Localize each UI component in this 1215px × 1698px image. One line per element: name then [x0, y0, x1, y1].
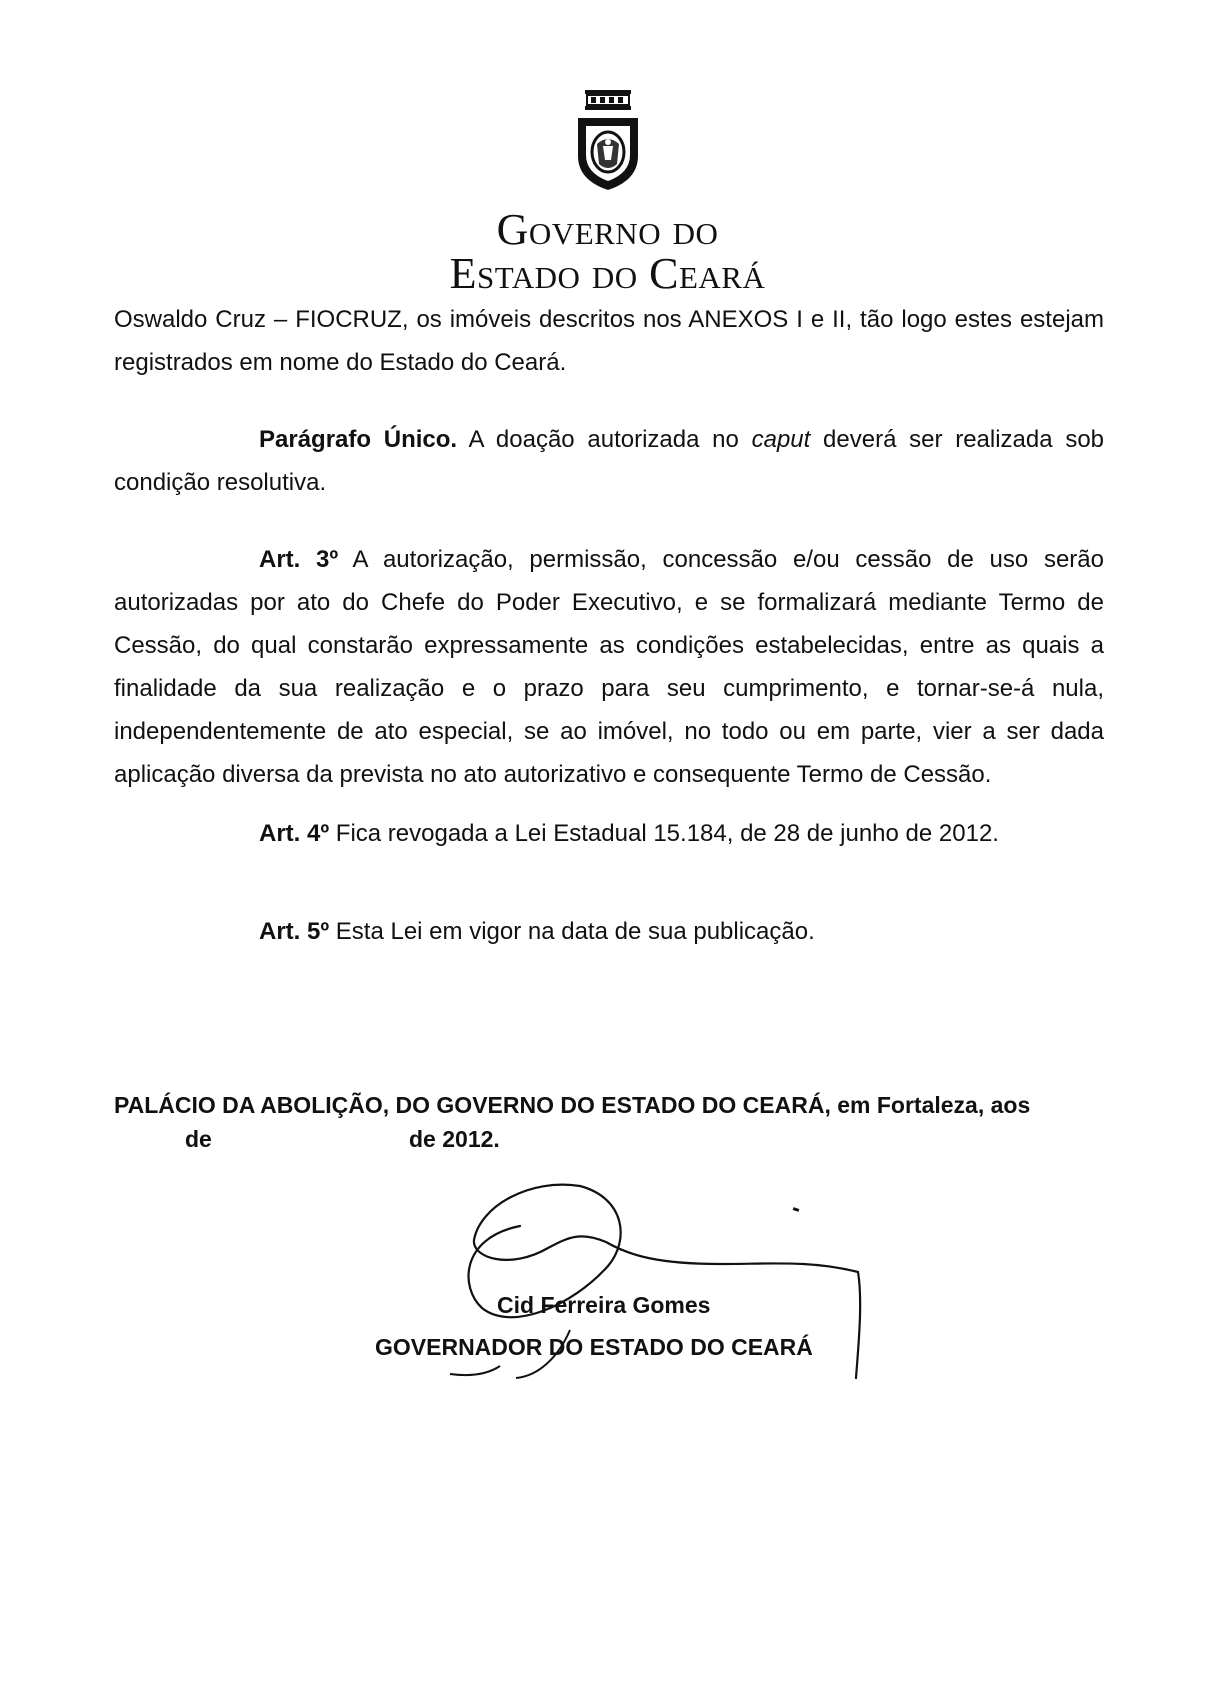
- paragrafo-unico-italic: caput: [751, 426, 811, 453]
- article-5: [114, 910, 1104, 953]
- signatory-title: GOVERNADOR DO ESTADO DO CEARÁ: [375, 1334, 813, 1360]
- paragrafo-unico-text-2: deverá ser realizada sob condição resolutiva.: [114, 426, 1105, 496]
- letterhead: [0, 84, 1215, 296]
- article-3: [114, 538, 1104, 796]
- article-5-text: Esta Lei em vigor na data de sua publicação.: [329, 918, 815, 945]
- article-4-label: Art. 4º: [259, 820, 330, 847]
- government-title-line1: Governo do: [496, 205, 719, 254]
- paragrafo-unico-label: Parágrafo Único.: [259, 426, 458, 453]
- paragrafo-unico: [114, 418, 1104, 504]
- paragraph-continuation: Oswaldo Cruz – FIOCRUZ, os imóveis descritos nos ANEXOS I e II, tão logo estes estejam registrados em nome do Estado do Ceará.: [114, 306, 1104, 376]
- ceara-coat-of-arms-icon: [573, 84, 643, 194]
- article-4-text: Fica revogada a Lei Estadual 15.184, de 28 de junho de 2012.: [329, 820, 999, 847]
- closing-formula: PALÁCIO DA ABOLIÇÃO, DO GOVERNO DO ESTADO DO CEARÁ, em Fortaleza, aos: [114, 1092, 1031, 1118]
- closing-date-year: de 2012.: [409, 1126, 500, 1152]
- article-5-label: Art. 5º: [259, 918, 330, 945]
- closing-date-de: de: [185, 1126, 212, 1152]
- article-3-label: Art. 3º: [259, 546, 339, 573]
- paragrafo-unico-text-1: A doação autorizada no: [457, 426, 752, 453]
- article-3-text: A autorização, permissão, concessão e/ou cessão de uso serão autorizadas por ato do Chefe do Poder Executivo, e se formalizará mediante Termo de Cessão, do qual constarão expressamente as condições estabelecidas, entre as quais a finalidade da sua realização e o prazo para seu cumprimento, e tornar-se-á nula, independentemente de ato especial, se ao imóvel, no todo ou em parte, vier a ser dada aplicação diversa da prevista no ato autorizativo e consequente Termo de Cessão.: [114, 546, 1104, 788]
- article-4: [114, 812, 1104, 855]
- signatory-name: Cid Ferreira Gomes: [497, 1292, 711, 1318]
- government-title-line2: Estado do Ceará: [449, 249, 766, 298]
